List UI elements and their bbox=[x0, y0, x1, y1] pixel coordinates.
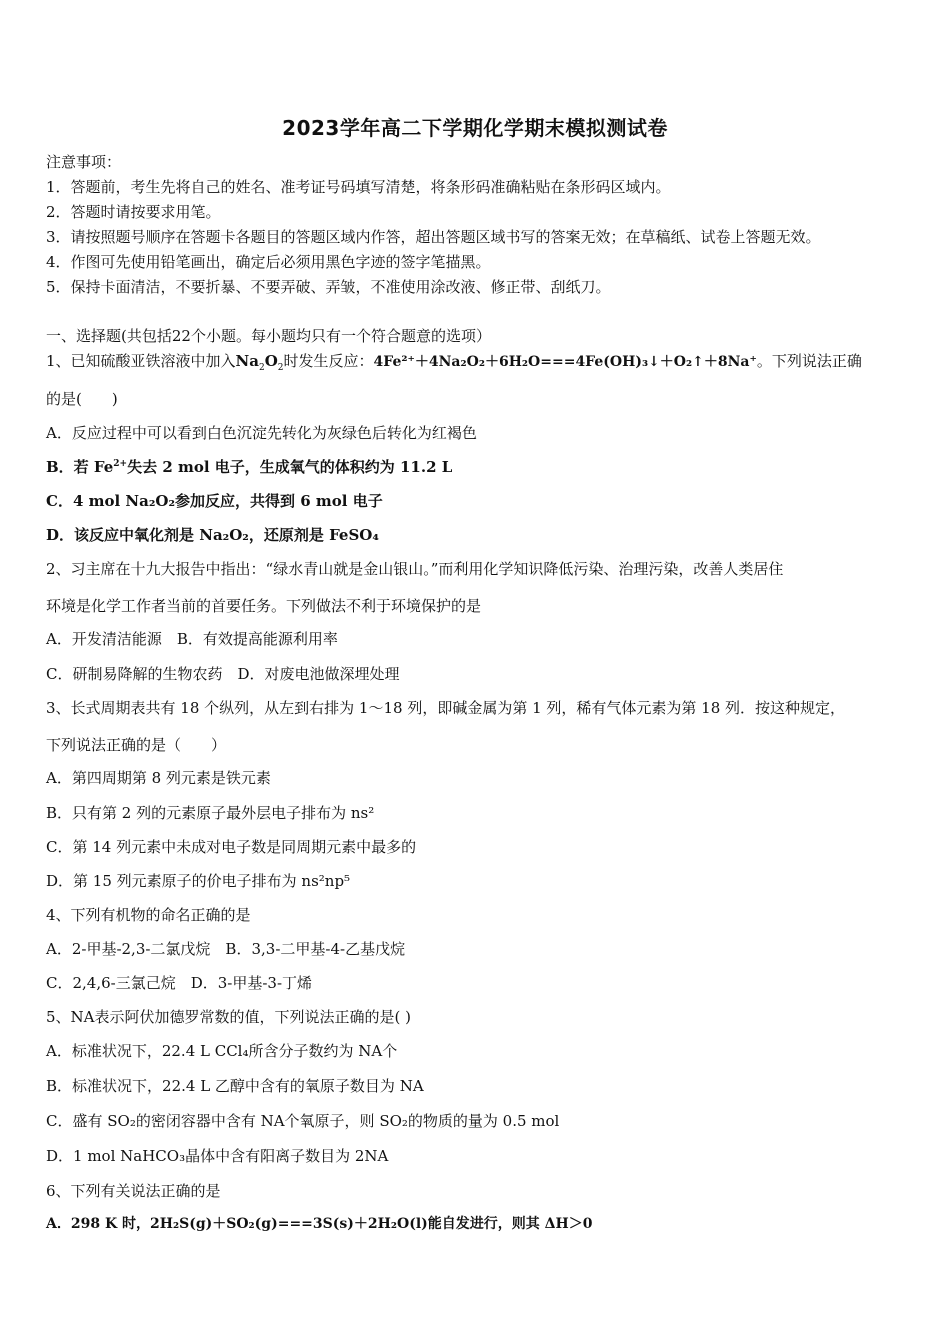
q1-equation: 4Fe²⁺＋4Na₂O₂＋6H₂O===4Fe(OH)₃↓＋O₂↑＋8Na⁺ bbox=[373, 354, 757, 370]
q4-stem: 4、下列有机物的命名正确的是 bbox=[46, 906, 251, 924]
q5-stem: 5、NA表示阿伏加德罗常数的值，下列说法正确的是( ) bbox=[46, 1008, 411, 1026]
q3-option-d: D．第 15 列元素原子的价电子排布为 ns²np⁵ bbox=[46, 872, 351, 890]
q1-stem bbox=[46, 351, 862, 372]
q5-option-b: B．标准状况下，22.4 L 乙醇中含有的氧原子数目为 NA bbox=[46, 1077, 424, 1095]
section-heading: 一、选择题(共包括22个小题。每小题均只有一个符合题意的选项） bbox=[46, 327, 491, 345]
q1-option-b-sup: 2+ bbox=[113, 459, 128, 469]
q3-option-c: C．第 14 列元素中未成对电子数是同周期元素中最多的 bbox=[46, 838, 417, 856]
notice-item: 3．请按照题号顺序在答题卡各题目的答题区域内作答，超出答题区域书写的答案无效；在草稿纸、试卷上答题无效。 bbox=[46, 228, 821, 246]
page-title: 2023学年高二下学期化学期末模拟测试卷 bbox=[282, 116, 668, 140]
q1-option-b-a: B．若 Fe bbox=[46, 458, 114, 476]
q2-options-cd: C．研制易降解的生物农药 D．对废电池做深埋处理 bbox=[46, 665, 400, 683]
q6-option-a: A．298 K 时，2H₂S(g)＋SO₂(g)===3S(s)＋2H₂O(l)能自发进行，则其 ΔH＞0 bbox=[46, 1216, 593, 1232]
q4-options-cd: C．2,4,6-三氯己烷 D．3-甲基-3-丁烯 bbox=[46, 974, 313, 992]
q3-stem-cont: 下列说法正确的是（ ） bbox=[46, 736, 227, 754]
q5-option-d: D．1 mol NaHCO₃晶体中含有阳离子数目为 2NA bbox=[46, 1147, 389, 1165]
q1-reagent-o: O bbox=[264, 352, 278, 370]
q1-option-d: D．该反应中氧化剂是 Na₂O₂，还原剂是 FeSO₄ bbox=[46, 526, 379, 544]
q1-stem-cont: 的是( ) bbox=[46, 390, 118, 408]
q1-reagent-sub: 2 bbox=[277, 363, 284, 373]
notice-heading: 注意事项： bbox=[46, 153, 122, 171]
q5-option-c: C．盛有 SO₂的密闭容器中含有 NA个氧原子，则 SO₂的物质的量为 0.5 mol bbox=[46, 1112, 560, 1130]
q5-option-a: A．标准状况下，22.4 L CCl₄所含分子数约为 NA个 bbox=[46, 1042, 398, 1060]
q1-stem-a: 1、已知硫酸亚铁溶液中加入 bbox=[46, 352, 236, 370]
q1-option-a: A．反应过程中可以看到白色沉淀先转化为灰绿色后转化为红褐色 bbox=[46, 424, 477, 442]
q1-option-b-b: 失去 2 mol 电子，生成氧气的体积约为 11.2 L bbox=[127, 458, 453, 476]
q4-options-ab: A．2-甲基-2,3-二氯戊烷 B．3,3-二甲基-4-乙基戊烷 bbox=[46, 940, 406, 958]
q1-stem-c: 。下列说法正确 bbox=[756, 352, 862, 370]
q1-option-c: C．4 mol Na₂O₂参加反应，共得到 6 mol 电子 bbox=[46, 492, 383, 510]
q3-option-a: A．第四周期第 8 列元素是铁元素 bbox=[46, 769, 271, 787]
q3-stem: 3、长式周期表共有 18 个纵列，从左到右排为 1～18 列，即碱金属为第 1 列，稀有气体元素为第 18 列．按这种规定， bbox=[46, 699, 846, 717]
q1-reagent-sub: 2 bbox=[258, 363, 265, 373]
q3-option-b: B．只有第 2 列的元素原子最外层电子排布为 ns² bbox=[46, 804, 375, 822]
q2-stem: 2、习主席在十九大报告中指出：“绿水青山就是金山银山。”而利用化学知识降低污染、治理污染，改善人类居住 bbox=[46, 560, 784, 578]
notice-item: 1．答题前，考生先将自己的姓名、准考证号码填写清楚，将条形码准确粘贴在条形码区域内。 bbox=[46, 178, 671, 196]
q1-stem-b: 时发生反应： bbox=[283, 352, 374, 370]
notice-item: 4．作图可先使用铅笔画出，确定后必须用黑色字迹的签字笔描黑。 bbox=[46, 253, 491, 271]
q2-options-ab: A．开发清洁能源 B．有效提高能源利用率 bbox=[46, 630, 338, 648]
notice-item: 2．答题时请按要求用笔。 bbox=[46, 203, 221, 221]
q6-stem: 6、下列有关说法正确的是 bbox=[46, 1182, 221, 1200]
q2-stem-cont: 环境是化学工作者当前的首要任务。下列做法不利于环境保护的是 bbox=[46, 597, 482, 615]
notice-item: 5．保持卡面清洁，不要折暴、不要弄破、弄皱，不准使用涂改液、修正带、刮纸刀。 bbox=[46, 278, 611, 296]
q1-option-b bbox=[46, 457, 452, 477]
q1-reagent: Na bbox=[235, 352, 259, 370]
